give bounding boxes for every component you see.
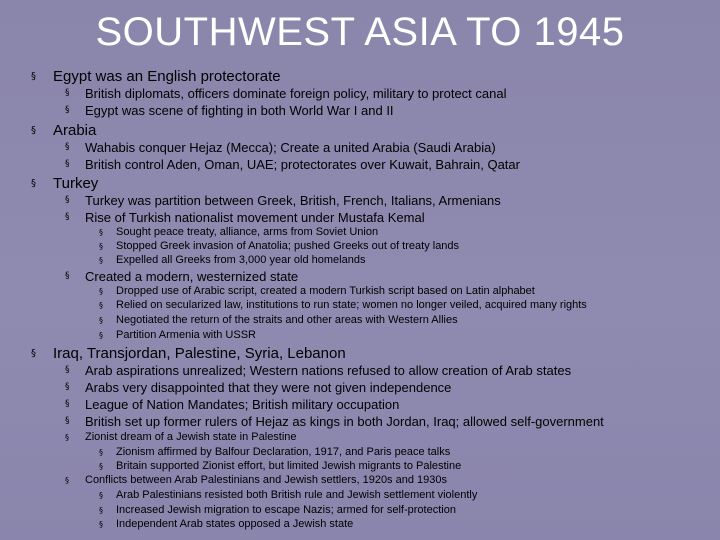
bullet-icon: §: [65, 88, 70, 98]
list-item: [65, 269, 299, 284]
list-item: [99, 446, 451, 458]
list-item: [99, 460, 462, 472]
list-item: [99, 299, 587, 311]
bullet-icon: §: [65, 105, 70, 115]
list-item-text: Turkey: [53, 175, 99, 192]
bullet-icon: §: [65, 195, 70, 205]
bullet-icon: §: [99, 331, 103, 340]
list-item: [65, 431, 297, 443]
bullet-icon: §: [31, 125, 36, 136]
list-item-text: British diplomats, officers dominate foreign policy, military to protect canal: [85, 86, 507, 101]
list-item: [31, 122, 97, 139]
list-item-text: Egypt was an English protectorate: [53, 68, 281, 85]
list-item-text: Sought peace treaty, alliance, arms from Soviet Union: [116, 226, 379, 238]
list-item: [31, 345, 346, 362]
list-item: [99, 240, 460, 252]
list-item-text: Dropped use of Arabic script, created a modern Turkish script based on Latin alphabet: [116, 285, 535, 297]
list-item-text: Conflicts between Arab Palestinians and Jewish settlers, 1920s and 1930s: [85, 474, 447, 486]
list-item-text: Turkey was partition between Greek, British, French, Italians, Armenians: [85, 193, 501, 208]
list-item-text: Egypt was scene of fighting in both World War I and II: [85, 103, 394, 118]
list-item-text: Negotiated the return of the straits and other areas with Western Allies: [116, 314, 458, 326]
list-item-text: Arab aspirations unrealized; Western nations refused to allow creation of Arab states: [85, 363, 572, 378]
list-item-text: British control Aden, Oman, UAE; protectorates over Kuwait, Bahrain, Qatar: [85, 157, 520, 172]
list-item-text: Arabia: [53, 122, 97, 139]
list-item-text: Created a modern, westernized state: [85, 269, 299, 284]
list-item: [65, 380, 452, 395]
bullet-icon: §: [65, 212, 70, 222]
list-item-text: Britain supported Zionist effort, but limited Jewish migrants to Palestine: [116, 460, 462, 472]
bullet-icon: §: [99, 448, 103, 457]
list-item: [99, 518, 354, 530]
list-item: [99, 329, 256, 341]
bullet-icon: §: [99, 228, 103, 237]
list-item-text: Expelled all Greeks from 3,000 year old homelands: [116, 254, 366, 266]
bullet-icon: §: [65, 416, 70, 426]
bullet-icon: §: [99, 301, 103, 310]
list-item: [65, 363, 572, 378]
bullet-icon: §: [65, 433, 69, 442]
list-item-text: Rise of Turkish nationalist movement under Mustafa Kemal: [85, 210, 425, 225]
list-item-text: British set up former rulers of Hejaz as kings in both Jordan, Iraq; allowed self-government: [85, 414, 604, 429]
list-item: [65, 86, 507, 101]
slide-title: SOUTHWEST ASIA TO 1945: [95, 10, 625, 54]
bullet-icon: §: [99, 287, 103, 296]
list-item: [99, 489, 478, 501]
list-item: [65, 397, 400, 412]
list-item-text: Increased Jewish migration to escape Nazis; armed for self-protection: [116, 504, 456, 516]
list-item-text: Partition Armenia with USSR: [116, 329, 256, 341]
list-item: [65, 140, 496, 155]
list-item: [65, 210, 425, 225]
bullet-icon: §: [65, 476, 69, 485]
bullet-icon: §: [99, 256, 103, 265]
bullet-icon: §: [65, 271, 70, 281]
bullet-icon: §: [31, 71, 36, 82]
list-item: [65, 103, 394, 118]
list-item: [31, 68, 281, 85]
bullet-icon: §: [31, 348, 36, 359]
bullet-icon: §: [99, 491, 103, 500]
list-item-text: Stopped Greek invasion of Anatolia; pushed Greeks out of treaty lands: [116, 240, 460, 252]
list-item-text: League of Nation Mandates; British military occupation: [85, 397, 400, 412]
list-item-text: Arabs very disappointed that they were not given independence: [85, 380, 452, 395]
list-item: [99, 226, 379, 238]
list-item: [65, 193, 501, 208]
list-item: [65, 414, 604, 429]
list-item-text: Zionism affirmed by Balfour Declaration, 1917, and Paris peace talks: [116, 446, 451, 458]
list-item: [31, 175, 99, 192]
bullet-icon: §: [65, 365, 70, 375]
list-item: [65, 157, 520, 172]
bullet-icon: §: [99, 462, 103, 471]
list-item-text: Independent Arab states opposed a Jewish state: [116, 518, 354, 530]
bullet-icon: §: [65, 159, 70, 169]
bullet-icon: §: [65, 399, 70, 409]
list-item-text: Iraq, Transjordan, Palestine, Syria, Lebanon: [53, 345, 346, 362]
list-item-text: Relied on secularized law, institutions to run state; women no longer veiled, acquired many rights: [116, 299, 587, 311]
list-item: [99, 504, 456, 516]
list-item-text: Arab Palestinians resisted both British rule and Jewish settlement violently: [116, 489, 478, 501]
bullet-icon: §: [99, 520, 103, 529]
bullet-icon: §: [65, 382, 70, 392]
bullet-icon: §: [99, 506, 103, 515]
list-item: [99, 285, 535, 297]
list-item-text: Zionist dream of a Jewish state in Palestine: [85, 431, 297, 443]
list-item-text: Wahabis conquer Hejaz (Mecca); Create a united Arabia (Saudi Arabia): [85, 140, 496, 155]
list-item: [65, 474, 447, 486]
bullet-icon: §: [65, 142, 70, 152]
bullet-icon: §: [31, 178, 36, 189]
bullet-icon: §: [99, 242, 103, 251]
list-item: [99, 254, 366, 266]
list-item: [99, 314, 458, 326]
bullet-icon: §: [99, 316, 103, 325]
